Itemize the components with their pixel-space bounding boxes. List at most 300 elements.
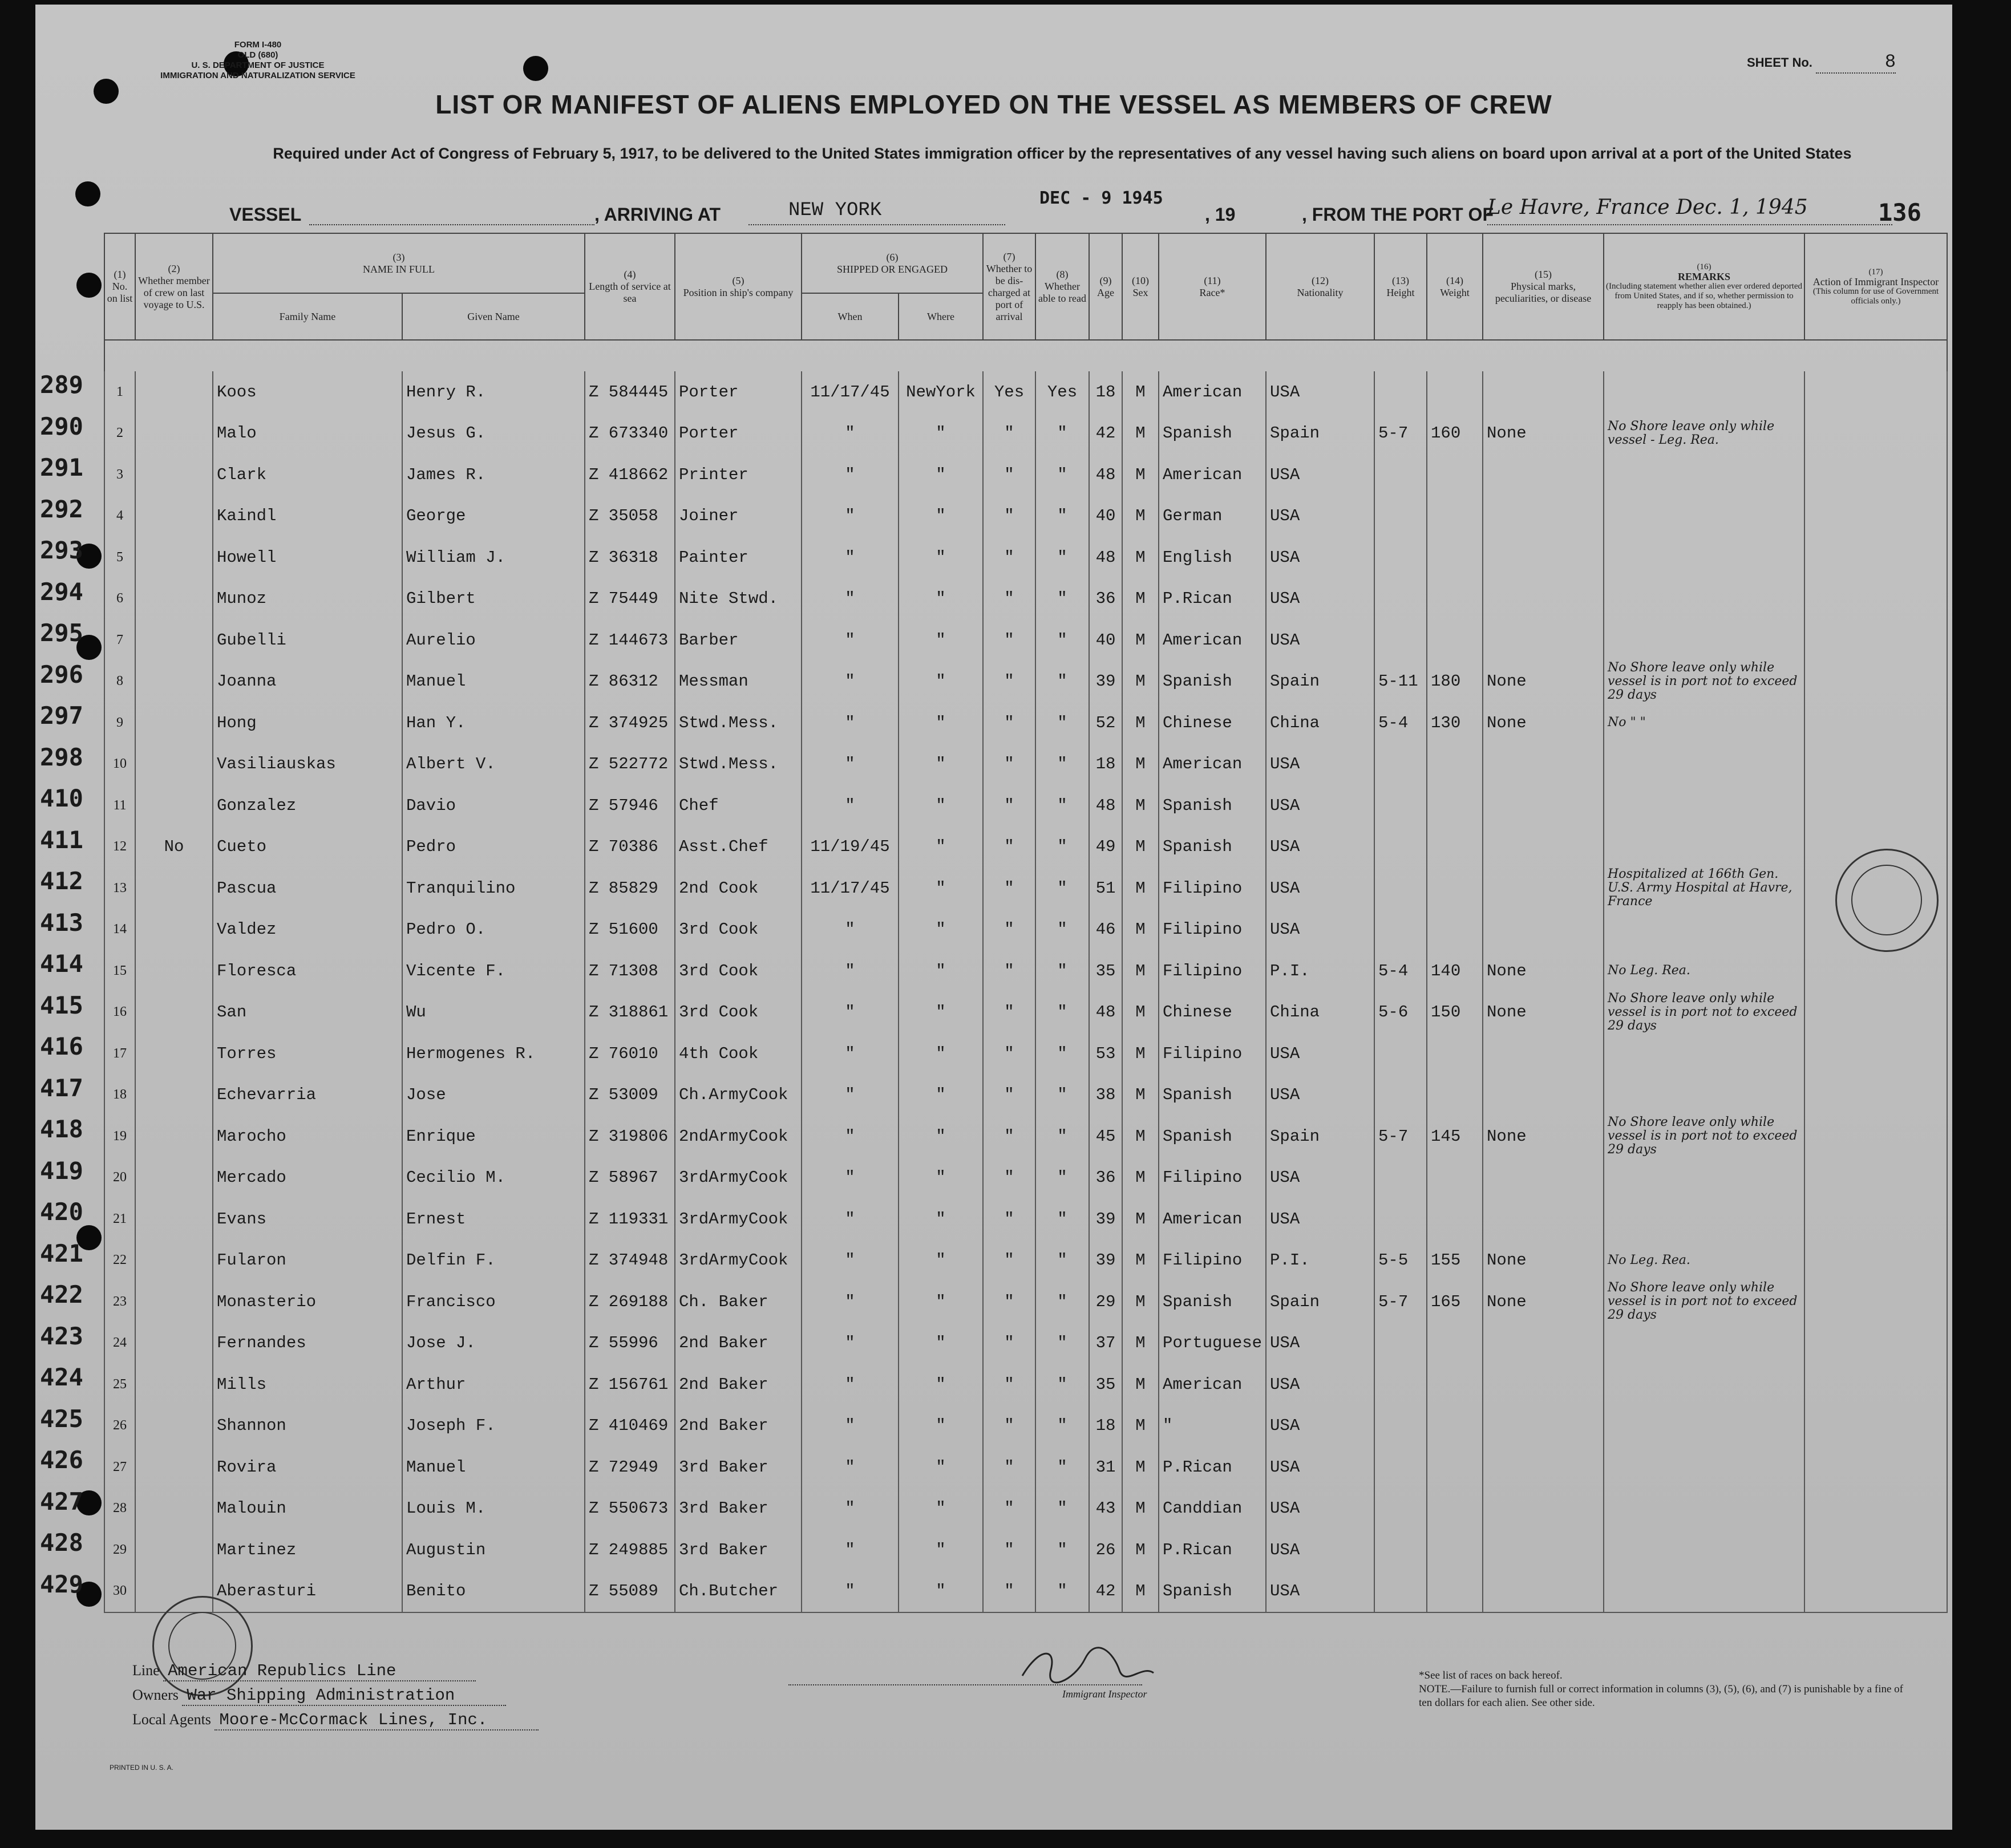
physical-marks (1483, 454, 1604, 496)
nationality: USA (1266, 1446, 1374, 1488)
inspector-label: Immigrant Inspector (1062, 1688, 1147, 1700)
shipped-when: " (802, 1116, 899, 1157)
shipped-where: " (899, 785, 983, 826)
nationality: USA (1266, 1364, 1374, 1405)
header-list-number: (1) No. on list (104, 233, 135, 340)
previous-voyage (135, 413, 213, 455)
family-name: Marocho (213, 1116, 402, 1157)
shipped-where: " (899, 1157, 983, 1199)
given-name: Henry R. (402, 371, 585, 413)
position: Chef (675, 785, 802, 826)
weight (1427, 744, 1483, 785)
given-name: Jesus G. (402, 413, 585, 455)
previous-voyage (135, 992, 213, 1034)
family-name: San (213, 992, 402, 1034)
weight: 165 (1427, 1281, 1483, 1323)
list-number: 30 (104, 1571, 135, 1613)
inspector-action (1804, 1364, 1947, 1405)
sex: M (1122, 950, 1159, 992)
row-stamp-number: 290 (40, 412, 83, 440)
form-id: FORM I-480 (234, 40, 282, 50)
previous-voyage (135, 1116, 213, 1157)
list-number: 14 (104, 909, 135, 951)
family-name: Pascua (213, 868, 402, 909)
able-to-read: " (1035, 1033, 1089, 1075)
discharged: " (983, 1157, 1035, 1199)
list-number: 10 (104, 744, 135, 785)
sex: M (1122, 371, 1159, 413)
remarks: No Shore leave only while vessel - Leg. Rea. (1604, 413, 1804, 455)
punch-hole (76, 273, 102, 298)
given-name: Tranquilino (402, 868, 585, 909)
remarks: No Shore leave only while vessel is in port not to exceed 29 days (1604, 1281, 1804, 1323)
arrival-date-stamp: DEC - 9 1945 (1039, 188, 1163, 208)
shipped-when: 11/17/45 (802, 371, 899, 413)
shipped-where: " (899, 1281, 983, 1323)
sex: M (1122, 868, 1159, 909)
discharged: " (983, 785, 1035, 826)
shipped-when: " (802, 454, 899, 496)
row-stamp-number: 418 (40, 1115, 83, 1143)
shipped-where: " (899, 1240, 983, 1282)
family-name: Malouin (213, 1488, 402, 1530)
remarks (1604, 537, 1804, 578)
nationality: USA (1266, 537, 1374, 578)
discharged: " (983, 702, 1035, 744)
table-row (104, 1488, 1947, 1530)
discharged: " (983, 950, 1035, 992)
able-to-read: " (1035, 1529, 1089, 1571)
table-row (104, 619, 1947, 661)
table-row (104, 1198, 1947, 1240)
discharged: " (983, 1198, 1035, 1240)
list-number: 3 (104, 454, 135, 496)
nationality: China (1266, 702, 1374, 744)
height (1374, 826, 1427, 868)
height (1374, 537, 1427, 578)
given-name: Cecilio M. (402, 1157, 585, 1199)
list-number: 7 (104, 619, 135, 661)
discharged: " (983, 1075, 1035, 1116)
discharged: " (983, 1571, 1035, 1613)
physical-marks: None (1483, 1116, 1604, 1157)
inspector-action (1804, 413, 1947, 455)
sex: M (1122, 785, 1159, 826)
able-to-read: " (1035, 619, 1089, 661)
race: Chinese (1159, 992, 1266, 1034)
row-stamp-number: 419 (40, 1156, 83, 1185)
physical-marks (1483, 785, 1604, 826)
position: 3rd Baker (675, 1488, 802, 1530)
race: Spanish (1159, 1281, 1266, 1323)
able-to-read: " (1035, 537, 1089, 578)
shipped-when: " (802, 702, 899, 744)
header-service-length: (4) Length of service at sea (585, 233, 675, 340)
height: 5-6 (1374, 992, 1427, 1034)
header-family-name: Family Name (213, 293, 402, 340)
height (1374, 496, 1427, 537)
height: 5-11 (1374, 661, 1427, 703)
nationality: USA (1266, 826, 1374, 868)
arriving-blank-line (748, 224, 1005, 225)
shipped-when: " (802, 909, 899, 951)
shipped-when: " (802, 1157, 899, 1199)
header-name-in-full: (3) NAME IN FULL (213, 233, 585, 293)
family-name: Martinez (213, 1529, 402, 1571)
service-length: Z 522772 (585, 744, 675, 785)
table-row (104, 661, 1947, 703)
sex: M (1122, 413, 1159, 455)
remarks (1604, 1488, 1804, 1530)
height (1374, 1075, 1427, 1116)
able-to-read: " (1035, 909, 1089, 951)
service-length: Z 86312 (585, 661, 675, 703)
row-stamp-number: 293 (40, 536, 83, 564)
race: P.Rican (1159, 1529, 1266, 1571)
shipped-when: " (802, 1198, 899, 1240)
signature-scribble (1017, 1642, 1159, 1687)
table-row (104, 702, 1947, 744)
sex: M (1122, 1364, 1159, 1405)
race: American (1159, 1198, 1266, 1240)
shipped-when: " (802, 1488, 899, 1530)
remarks (1604, 1446, 1804, 1488)
shipped-where: " (899, 1488, 983, 1530)
race: Spanish (1159, 785, 1266, 826)
physical-marks (1483, 1033, 1604, 1075)
sex: M (1122, 661, 1159, 703)
shipped-when: " (802, 1446, 899, 1488)
given-name: Wu (402, 992, 585, 1034)
list-number: 24 (104, 1323, 135, 1364)
inspector-action (1804, 1488, 1947, 1530)
age: 48 (1089, 454, 1122, 496)
height (1374, 909, 1427, 951)
service-length: Z 75449 (585, 578, 675, 620)
able-to-read: Yes (1035, 371, 1089, 413)
remarks (1604, 1323, 1804, 1364)
shipped-where: " (899, 1075, 983, 1116)
physical-marks: None (1483, 950, 1604, 992)
race: Spanish (1159, 661, 1266, 703)
given-name: Gilbert (402, 578, 585, 620)
able-to-read: " (1035, 702, 1089, 744)
row-stamp-number: 427 (40, 1487, 83, 1515)
remarks (1604, 1157, 1804, 1199)
remarks (1604, 1033, 1804, 1075)
position: 2nd Baker (675, 1323, 802, 1364)
shipped-when: " (802, 1529, 899, 1571)
race: American (1159, 1364, 1266, 1405)
weight (1427, 1364, 1483, 1405)
family-name: Mills (213, 1364, 402, 1405)
shipped-where: " (899, 1033, 983, 1075)
inspector-action (1804, 1157, 1947, 1199)
form-identification (127, 40, 389, 81)
height (1374, 1529, 1427, 1571)
nationality: Spain (1266, 661, 1374, 703)
shipped-when: " (802, 785, 899, 826)
nationality: USA (1266, 1198, 1374, 1240)
weight (1427, 537, 1483, 578)
age: 35 (1089, 950, 1122, 992)
inspector-action (1804, 537, 1947, 578)
remarks (1604, 744, 1804, 785)
able-to-read: " (1035, 1571, 1089, 1613)
physical-marks (1483, 1405, 1604, 1447)
shipped-where: " (899, 661, 983, 703)
position: 3rd Baker (675, 1529, 802, 1571)
age: 37 (1089, 1323, 1122, 1364)
row-stamp-number: 428 (40, 1529, 83, 1557)
height: 5-7 (1374, 413, 1427, 455)
shipped-where: " (899, 1198, 983, 1240)
sex: M (1122, 1033, 1159, 1075)
family-name: Gubelli (213, 619, 402, 661)
remarks (1604, 578, 1804, 620)
sex: M (1122, 1281, 1159, 1323)
given-name: James R. (402, 454, 585, 496)
table-row (104, 1240, 1947, 1282)
list-number: 19 (104, 1116, 135, 1157)
weight (1427, 454, 1483, 496)
height (1374, 619, 1427, 661)
page-subtitle: Required under Act of Congress of February 5, 1917, to be delivered to the United States immigration officer by the representatives of any vessel having such aliens on board upon arrival at a port of the United States (273, 145, 1852, 162)
header-race: (11) Race* (1159, 233, 1266, 340)
sex: M (1122, 1529, 1159, 1571)
list-number: 22 (104, 1240, 135, 1282)
age: 53 (1089, 1033, 1122, 1075)
weight (1427, 1571, 1483, 1613)
discharged: " (983, 578, 1035, 620)
age: 43 (1089, 1488, 1122, 1530)
remarks: No " " (1604, 702, 1804, 744)
able-to-read: " (1035, 992, 1089, 1034)
table-row (104, 1529, 1947, 1571)
table-row (104, 578, 1947, 620)
height (1374, 744, 1427, 785)
previous-voyage (135, 1529, 213, 1571)
discharged: " (983, 1364, 1035, 1405)
given-name: Albert V. (402, 744, 585, 785)
family-name: Clark (213, 454, 402, 496)
discharged: " (983, 1488, 1035, 1530)
table-row (104, 909, 1947, 951)
shipped-when: " (802, 1033, 899, 1075)
previous-voyage (135, 371, 213, 413)
height (1374, 1364, 1427, 1405)
list-number: 4 (104, 496, 135, 537)
header-age: (9) Age (1089, 233, 1122, 340)
vessel-label: VESSEL (229, 204, 302, 225)
position: 3rd Baker (675, 1446, 802, 1488)
given-name: Hermogenes R. (402, 1033, 585, 1075)
able-to-read: " (1035, 826, 1089, 868)
given-name: Pedro (402, 826, 585, 868)
age: 36 (1089, 578, 1122, 620)
weight (1427, 1323, 1483, 1364)
given-name: Augustin (402, 1529, 585, 1571)
remarks: No Shore leave only while vessel is in port not to exceed 29 days (1604, 661, 1804, 703)
discharged: " (983, 413, 1035, 455)
age: 26 (1089, 1529, 1122, 1571)
service-length: Z 55089 (585, 1571, 675, 1613)
service-length: Z 119331 (585, 1198, 675, 1240)
inspector-action (1804, 1281, 1947, 1323)
physical-marks (1483, 744, 1604, 785)
given-name: Delfin F. (402, 1240, 585, 1282)
weight (1427, 1198, 1483, 1240)
position: Ch. Baker (675, 1281, 802, 1323)
sex: M (1122, 1116, 1159, 1157)
family-name: Shannon (213, 1405, 402, 1447)
inspector-action (1804, 744, 1947, 785)
header-previous-voyage: (2) Whether member of crew on last voyage to U.S. (135, 233, 213, 340)
row-stamp-number: 295 (40, 619, 83, 647)
shipped-where: " (899, 413, 983, 455)
remarks (1604, 1529, 1804, 1571)
from-port-label: , FROM THE PORT OF (1302, 204, 1494, 225)
previous-voyage (135, 868, 213, 909)
row-stamp-number: 420 (40, 1198, 83, 1226)
discharged: " (983, 496, 1035, 537)
weight: 150 (1427, 992, 1483, 1034)
physical-marks: None (1483, 1240, 1604, 1282)
sex: M (1122, 1488, 1159, 1530)
table-row (104, 1157, 1947, 1199)
list-number: 17 (104, 1033, 135, 1075)
page-number: 136 (1878, 198, 1921, 226)
family-name: Mercado (213, 1157, 402, 1199)
table-row (104, 950, 1947, 992)
shipped-where: " (899, 1116, 983, 1157)
service-length: Z 144673 (585, 619, 675, 661)
previous-voyage (135, 454, 213, 496)
nationality: USA (1266, 1157, 1374, 1199)
sheet-number-field (1747, 51, 1896, 74)
previous-voyage (135, 496, 213, 537)
header-weight: (14) Weight (1427, 233, 1483, 340)
position: Ch.ArmyCook (675, 1075, 802, 1116)
remarks (1604, 496, 1804, 537)
row-stamp-number: 291 (40, 453, 83, 481)
weight (1427, 1488, 1483, 1530)
nationality: Spain (1266, 1116, 1374, 1157)
shipped-where: " (899, 702, 983, 744)
service-length: Z 58967 (585, 1157, 675, 1199)
row-stamp-number: 296 (40, 660, 83, 688)
weight (1427, 371, 1483, 413)
table-row (104, 454, 1947, 496)
inspector-signature (1017, 1642, 1159, 1693)
given-name: Manuel (402, 661, 585, 703)
position: Painter (675, 537, 802, 578)
given-name: Francisco (402, 1281, 585, 1323)
sheet-number-label: SHEET No. (1747, 55, 1812, 70)
family-name: Echevarria (213, 1075, 402, 1116)
sex: M (1122, 826, 1159, 868)
previous-voyage (135, 1240, 213, 1282)
height: 5-4 (1374, 950, 1427, 992)
seal-inner-ring (1851, 865, 1922, 935)
service-length: Z 36318 (585, 537, 675, 578)
agents-value: Moore-McCormack Lines, Inc. (215, 1711, 539, 1731)
remarks (1604, 785, 1804, 826)
position: Asst.Chef (675, 826, 802, 868)
previous-voyage (135, 1198, 213, 1240)
service-length: Z 249885 (585, 1529, 675, 1571)
family-name: Joanna (213, 661, 402, 703)
shipped-when: " (802, 661, 899, 703)
list-number: 20 (104, 1157, 135, 1199)
able-to-read: " (1035, 413, 1089, 455)
header-given-name: Given Name (402, 293, 585, 340)
row-stamp-number: 426 (40, 1446, 83, 1474)
inspector-action (1804, 950, 1947, 992)
arriving-label: , ARRIVING AT (594, 204, 721, 225)
given-name: Jose J. (402, 1323, 585, 1364)
age: 39 (1089, 661, 1122, 703)
inspector-action (1804, 1323, 1947, 1364)
list-number: 5 (104, 537, 135, 578)
family-name: Aberasturi (213, 1571, 402, 1613)
service-length: Z 269188 (585, 1281, 675, 1323)
service-length: Z 70386 (585, 826, 675, 868)
remarks (1604, 1198, 1804, 1240)
weight (1427, 868, 1483, 909)
inspector-action (1804, 1116, 1947, 1157)
able-to-read: " (1035, 1405, 1089, 1447)
service-length: Z 319806 (585, 1116, 675, 1157)
official-seal (1835, 849, 1939, 952)
nationality: USA (1266, 785, 1374, 826)
vessel-blank-line (309, 224, 594, 225)
race: P.Rican (1159, 1446, 1266, 1488)
service-length: Z 584445 (585, 371, 675, 413)
discharged: " (983, 454, 1035, 496)
age: 45 (1089, 1116, 1122, 1157)
physical-marks (1483, 868, 1604, 909)
physical-marks (1483, 1198, 1604, 1240)
footer-owners (132, 1686, 506, 1706)
list-number: 29 (104, 1529, 135, 1571)
header-discharged: (7) Whether to be dis-charged at port of arrival (983, 233, 1035, 340)
nationality: P.I. (1266, 950, 1374, 992)
discharged: " (983, 909, 1035, 951)
discharged: " (983, 826, 1035, 868)
row-stamp-number: 413 (40, 908, 83, 937)
given-name: Manuel (402, 1446, 585, 1488)
discharged: " (983, 868, 1035, 909)
discharged: " (983, 1240, 1035, 1282)
height: 5-5 (1374, 1240, 1427, 1282)
table-row (104, 744, 1947, 785)
nationality: USA (1266, 619, 1374, 661)
nationality: USA (1266, 1405, 1374, 1447)
sex: M (1122, 454, 1159, 496)
height (1374, 868, 1427, 909)
age: 38 (1089, 1075, 1122, 1116)
remarks (1604, 454, 1804, 496)
list-number: 15 (104, 950, 135, 992)
weight (1427, 1446, 1483, 1488)
owners-label: Owners (132, 1687, 179, 1703)
race: Filipino (1159, 909, 1266, 951)
table-row (104, 992, 1947, 1034)
race: Spanish (1159, 413, 1266, 455)
previous-voyage (135, 702, 213, 744)
previous-voyage (135, 537, 213, 578)
